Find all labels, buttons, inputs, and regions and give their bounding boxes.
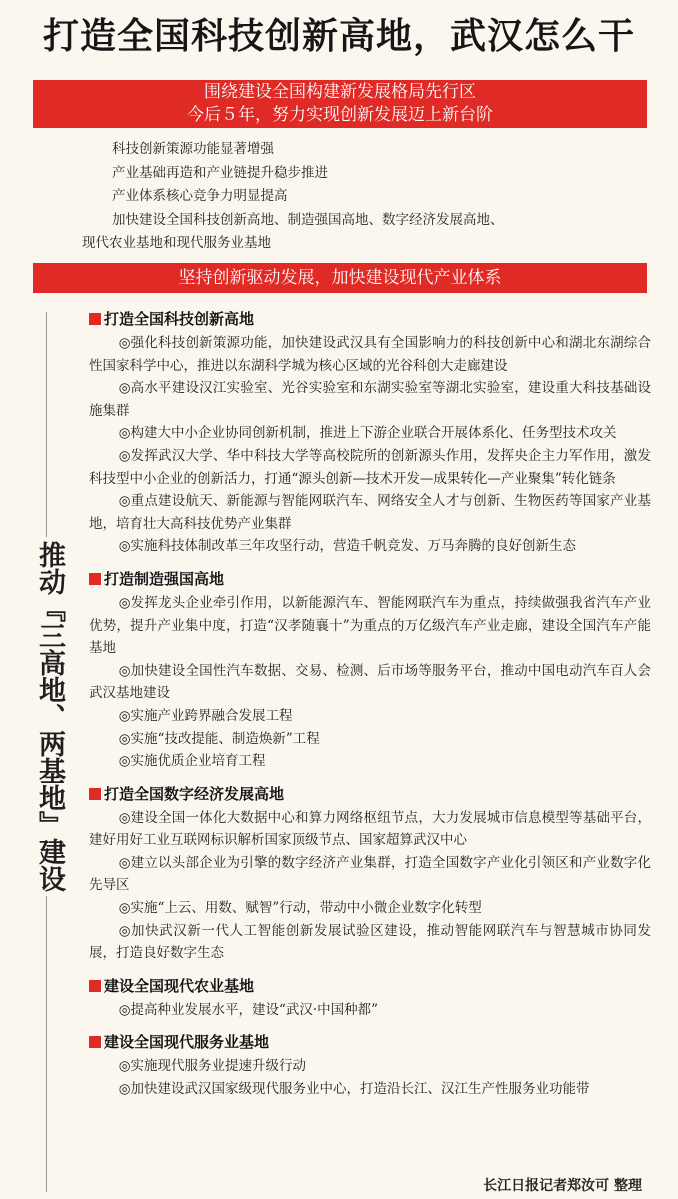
list-item: ◎实施优质企业培育工程 xyxy=(118,753,266,770)
top-banner xyxy=(33,80,647,128)
list-item: ◎提高种业发展水平，建设“武汉·中国种都” xyxy=(118,1001,379,1018)
section-agriculture xyxy=(89,973,651,1022)
goal-item: 现代农业基地和现代服务业基地 xyxy=(82,235,271,251)
goal-item: 科技创新策源功能显著增强 xyxy=(112,141,274,157)
list-item: ◎实施产业跨界融合发展工程 xyxy=(118,707,293,724)
goal-item: 加快建设全国科技创新高地、制造强国高地、数字经济发展高地、 xyxy=(112,211,504,228)
list-item: ◎加快建设武汉国家级现代服务业中心，打造沿长江、汉江生产性服务业功能带 xyxy=(118,1081,590,1098)
list-item: ◎强化科技创新策源功能，加快建设武汉具有全国影响力的科技创新中心和湖北东湖综合性国家科学中心，推进以东湖科学城为核心区域的光谷科创大走廊建设 xyxy=(89,335,651,374)
red-square-bullet-icon xyxy=(89,788,101,800)
list-item: ◎发挥龙头企业牵引作用，以新能源汽车、智能网联汽车为重点，持续做强我省汽车产业优势，提升产业集中度，打造“汉孝随襄十”为重点的万亿级汽车产业走廊，建设全国汽车产能基地 xyxy=(89,594,651,657)
goals-list xyxy=(82,138,652,256)
goal-item: 产业体系核心竞争力明显提高 xyxy=(112,188,288,204)
red-square-bullet-icon xyxy=(89,980,101,992)
list-item: ◎重点建设航天、新能源与智能网联汽车、网络安全人才与创新、生物医药等国家产业基地，培育壮大高科技优势产业集群 xyxy=(89,493,651,532)
list-item: ◎建设全国一体化大数据中心和算力网络枢纽节点，大力发展城市信息模型等基础平台，建好用好工业互联网标识解析国家顶级节点、国家超算武汉中心 xyxy=(89,809,651,849)
list-item: ◎高水平建设汉江实验室、光谷实验室和东湖实验室等湖北实验室，建设重大科技基础设施集群 xyxy=(89,380,651,419)
section-title xyxy=(89,781,651,807)
section-title xyxy=(89,566,651,592)
section-banner: 坚持创新驱动发展，加快建设现代产业体系 xyxy=(33,263,647,293)
red-square-bullet-icon xyxy=(89,313,101,325)
list-item: ◎实施现代服务业提速升级行动 xyxy=(118,1058,306,1075)
list-item: ◎构建大中小企业协同创新机制，推进上下游企业联合开展体系化、任务型技术攻关 xyxy=(118,425,617,442)
section-digital-economy xyxy=(89,781,651,965)
section-title xyxy=(89,306,651,332)
section-services xyxy=(89,1029,651,1100)
section-title-text: 打造制造强国高地 xyxy=(104,569,225,588)
list-item: ◎实施“技改提能、制造焕新”工程 xyxy=(118,730,320,747)
section-title-text: 建设全国现代服务业基地 xyxy=(104,1033,270,1052)
section-tech-innovation xyxy=(89,306,651,558)
list-item: ◎建立以头部企业为引擎的数字经济产业集群，打造全国数字产业化引领区和产业数字化先导区 xyxy=(89,854,651,894)
section-title xyxy=(89,1029,651,1055)
list-item: ◎加快建设全国性汽车数据、交易、检测、后市场等服务平台，推动中国电动汽车百人会武汉基地建设 xyxy=(89,662,651,702)
main-content xyxy=(89,306,651,1109)
list-item: ◎实施“上云、用数、赋智”行动，带动中小微企业数字化转型 xyxy=(118,900,482,917)
red-square-bullet-icon xyxy=(89,573,101,585)
goal-item: 产业基础再造和产业链提升稳步推进 xyxy=(112,164,328,181)
red-square-bullet-icon xyxy=(89,1036,101,1048)
section-title-text: 打造全国数字经济发展高地 xyxy=(104,784,285,803)
list-item: ◎发挥武汉大学、华中科技大学等高校院所的创新源头作用，发挥央企主力军作用，激发科技型中小企业的创新活力，打通“源头创新—技术开发—成果转化—产业聚集”转化链条 xyxy=(89,447,651,487)
vertical-side-title: 推动『三高地、两基地』建设 xyxy=(30,537,64,896)
top-banner-line-2: 今后５年，努力实现创新发展迈上新台阶 xyxy=(187,105,493,125)
top-banner-line-1: 围绕建设全国构建新发展格局先行区 xyxy=(204,82,476,102)
section-title-text: 打造全国科技创新高地 xyxy=(104,310,255,328)
list-item: ◎加快武汉新一代人工智能创新发展试验区建设，推动智能网联汽车与智慧城市协同发展，打造良好数字生态 xyxy=(89,922,651,962)
section-title xyxy=(89,973,651,999)
section-title-text: 建设全国现代农业基地 xyxy=(104,976,255,995)
byline: 长江日报记者郑汝可 整理 xyxy=(483,1178,642,1194)
page-headline: 打造全国科技创新高地，武汉怎么干 xyxy=(42,16,635,57)
list-item: ◎实施科技体制改革三年攻坚行动，营造千帆竞发、万马奔腾的良好创新生态 xyxy=(118,538,576,555)
section-manufacturing xyxy=(89,566,651,773)
